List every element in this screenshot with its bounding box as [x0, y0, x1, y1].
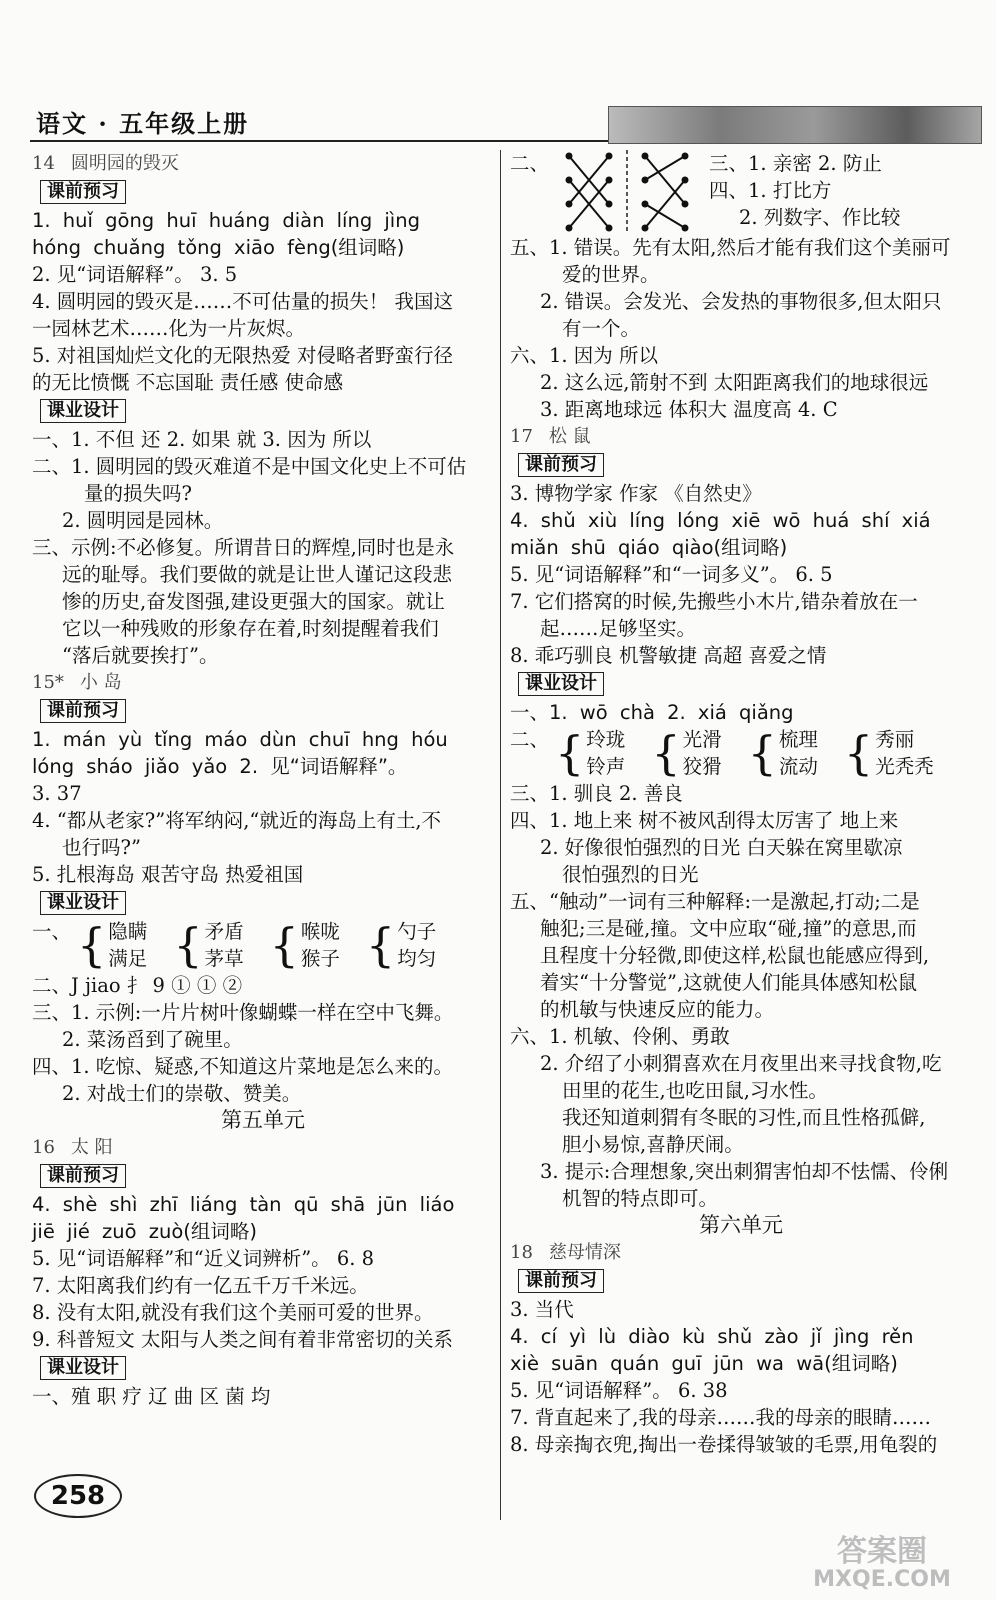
answer-line: 5. 对祖国灿烂文化的无限热爱 对侵略者野蛮行径: [32, 344, 454, 367]
brace-pair: { 梳理 流动: [747, 726, 818, 780]
answer-line: 4. “都从老家?”将军纳闷,“就近的海岛上有土,不: [32, 809, 442, 832]
answer-line: 三、1. 驯良 2. 善良: [510, 782, 683, 805]
answer-line: 9. 科普短文 太阳与人类之间有着非常密切的关系: [32, 1328, 454, 1351]
watermark-logo: 答案圈 MXQE.COM: [813, 1534, 951, 1592]
answer-line: 3. 博物学家 作家 《自然史》: [510, 482, 762, 505]
lesson-title: 16 太 阳: [32, 1137, 113, 1158]
answer-line: 也行吗?”: [62, 836, 141, 859]
answer-line: 的机敏与快速反应的能力。: [540, 998, 775, 1021]
answer-line: 5. 见“词语解释”和“一词多义”。 6. 5: [510, 563, 833, 586]
answer-line: jiē jié zuō zuò(组词略): [32, 1220, 258, 1243]
answer-line: 3. 当代: [510, 1298, 574, 1321]
answer-line: 机智的特点即可。: [562, 1187, 719, 1210]
answer-line: 五、“触动”一词有三种解释:一是激起,打动;二是: [510, 890, 920, 913]
answer-line: 5. 见“词语解释”。 6. 38: [510, 1379, 728, 1402]
section-tag: 课业设计: [518, 672, 604, 696]
answer-line: 2. 菜汤舀到了碗里。: [62, 1028, 243, 1051]
answer-line: 我还知道刺猬有冬眠的习性,而且性格孤僻,: [562, 1106, 926, 1129]
answer-line: 三、1. 示例:一片片树叶像蝴蝶一样在空中飞舞。: [32, 1001, 454, 1024]
answer-line: 2. 列数字、作比较: [739, 206, 901, 229]
answer-line: 5. 扎根海岛 艰苦守岛 热爱祖国: [32, 863, 304, 886]
answer-line: 一、殖 职 疗 辽 曲 区 菌 均: [32, 1385, 271, 1408]
answer-line: 4. cí yì lù diào kù shǔ zào jǐ jìng rěn: [510, 1325, 914, 1348]
answer-line: 2. 好像很怕强烈的日光 白天躲在窝里歇凉: [540, 836, 903, 859]
answer-line: 2. 错误。会发光、会发热的事物很多,但太阳只: [540, 290, 942, 313]
brace-group-row: 一、 { 隐瞒 满足 { 矛盾 茅草 { 喉咙 猴子 { 勺子 均匀: [32, 918, 437, 972]
answer-line: 1. huǐ gōng huī huáng diàn líng jìng: [32, 209, 420, 232]
answer-line: 2. 介绍了小刺猬喜欢在月夜里出来寻找食物,吃: [540, 1052, 942, 1075]
brace-pair: { 秀丽 光秃秃: [843, 726, 934, 780]
answer-line: 起……足够坚实。: [540, 617, 697, 640]
answer-line: 有一个。: [562, 317, 641, 340]
answer-line: 很怕强烈的日光: [562, 863, 699, 886]
answer-line: 2. 对战士们的崇敬、赞美。: [62, 1082, 302, 1105]
answer-line: 一、1. 不但 还 2. 如果 就 3. 因为 所以: [32, 428, 372, 451]
header-rule: [30, 140, 630, 142]
answer-line: 胆小易惊,喜静厌闹。: [562, 1133, 744, 1156]
answer-line: 四、1. 吃惊、疑惑,不知道这片菜地是怎么来的。: [32, 1055, 454, 1078]
answer-line: 4. shè shì zhī liáng tàn qū shā jūn liáo: [32, 1193, 455, 1216]
answer-line: 3. 37: [32, 782, 82, 805]
unit-heading: 第六单元: [699, 1213, 783, 1237]
section-tag: 课业设计: [40, 1356, 126, 1380]
answer-line: 7. 它们搭窝的时候,先搬些小木片,错杂着放在一: [510, 590, 918, 613]
answer-line: 8. 母亲掏衣兜,掏出一卷揉得皱皱的毛票,用龟裂的: [510, 1433, 938, 1456]
header-banner-image: [608, 106, 982, 144]
answer-line: 8. 乖巧驯良 机警敏捷 高超 喜爱之情: [510, 644, 827, 667]
section-tag: 课业设计: [40, 399, 126, 423]
answer-line: 8. 没有太阳,就没有我们这个美丽可爱的世界。: [32, 1301, 434, 1324]
matching-lines-diagram: [557, 150, 697, 234]
unit-heading: 第五单元: [221, 1108, 305, 1132]
answer-line: 7. 背直起来了,我的母亲……我的母亲的眼睛……: [510, 1406, 932, 1429]
lesson-title: 14 圆明园的毁灭: [32, 153, 179, 174]
answer-line: 3. 距离地球远 体积大 温度高 4. C: [540, 398, 838, 421]
answer-line: 一园林艺术……化为一片灰烬。: [32, 317, 306, 340]
answer-line: 六、1. 因为 所以: [510, 344, 659, 367]
answer-line: 六、1. 机敏、伶俐、勇敢: [510, 1025, 730, 1048]
answer-line: 5. 见“词语解释”和“近义词辨析”。 6. 8: [32, 1247, 375, 1270]
page-header: [30, 96, 980, 146]
section-tag: 课业设计: [40, 891, 126, 915]
answer-line: 二、J jiao 扌 9 ① ① ②: [32, 974, 243, 997]
lesson-title: 17 松 鼠: [510, 426, 591, 447]
answer-line: 一、1. wō chà 2. xiá qiǎng: [510, 701, 794, 724]
answer-line: 且程度十分轻微,即使这样,松鼠也能感应得到,: [540, 944, 930, 967]
answer-line: 1. mán yù tǐng máo dùn chuī hng hóu: [32, 728, 448, 751]
answer-line: 三、1. 亲密 2. 防止: [709, 152, 882, 175]
section-tag: 课前预习: [40, 180, 126, 204]
left-column: [32, 150, 494, 1410]
lesson-title: 15* 小 岛: [32, 672, 122, 693]
answer-line: “落后就要挨打”。: [62, 644, 219, 667]
column-divider: [500, 150, 501, 1520]
brace-pair: { 光滑 狡猾: [651, 726, 722, 780]
answer-line: xiè suān quán guī jūn wa wā(组词略): [510, 1352, 898, 1375]
brace-pair: { 喉咙 猴子: [269, 918, 340, 972]
answer-line: hóng chuǎng tǒng xiāo fèng(组词略): [32, 236, 405, 259]
page-number: 258: [34, 1474, 122, 1518]
lesson-title: 18 慈母情深: [510, 1242, 621, 1263]
answer-line: lóng sháo jiǎo yǎo 2. 见“词语解释”。: [32, 755, 408, 778]
answer-line: miǎn shū qiáo qiào(组词略): [510, 536, 788, 559]
answer-line: 的无比愤慨 不忘国耻 责任感 使命感: [32, 371, 344, 394]
section-tag: 课前预习: [518, 1269, 604, 1293]
answer-line: 7. 太阳离我们约有一亿五千万千米远。: [32, 1274, 369, 1297]
matching-exercise: 二、 三、1. 亲密 2. 防止 四、1. 打比方 2. 列数字、作比较: [510, 150, 972, 234]
answer-line: 五、1. 错误。先有太阳,然后才能有我们这个美丽可: [510, 236, 951, 259]
answer-line: 四、1. 地上来 树不被风刮得太厉害了 地上来: [510, 809, 899, 832]
answer-line: 触犯;三是碰,撞。文中应取“碰,撞”的意思,而: [540, 917, 917, 940]
brace-pair: { 勺子 均匀: [365, 918, 437, 972]
brace-pair: { 玲珑 铃声: [555, 726, 626, 780]
section-tag: 课前预习: [40, 699, 126, 723]
book-title: 语文 · 五年级上册: [36, 109, 250, 138]
answer-line: 量的损失吗?: [84, 482, 192, 505]
answer-line: 2. 见“词语解释”。 3. 5: [32, 263, 238, 286]
section-tag: 课前预习: [40, 1164, 126, 1188]
answer-line: 3. 提示:合理想象,突出刺猬害怕却不怯懦、伶俐: [540, 1160, 949, 1183]
answer-line: 2. 这么远,箭射不到 太阳距离我们的地球很远: [540, 371, 929, 394]
section-tag: 课前预习: [518, 453, 604, 477]
answer-line: 二、1. 圆明园的毁灭难道不是中国文化史上不可估: [32, 455, 467, 478]
right-column: [510, 150, 972, 1458]
answer-line: 4. shǔ xiù líng lóng xiē wō huá shí xiá: [510, 509, 931, 532]
answer-line: 2. 圆明园是园林。: [62, 509, 224, 532]
brace-group-row: 二、 { 玲珑 铃声 { 光滑 狡猾 { 梳理 流动 { 秀丽 光秃秃: [510, 726, 934, 780]
answer-line: 田里的花生,也吃田鼠,习水性。: [562, 1079, 828, 1102]
answer-line: 4. 圆明园的毁灭是……不可估量的损失！ 我国这: [32, 290, 454, 313]
brace-pair: { 隐瞒 满足: [77, 918, 148, 972]
answer-line: 四、1. 打比方: [709, 179, 832, 202]
answer-line: 远的耻辱。我们要做的就是让世人谨记这段悲: [62, 563, 453, 586]
answer-line: 着实“十分警觉”,这就使人们能具体感知松鼠: [540, 971, 918, 994]
brace-pair: { 矛盾 茅草: [173, 918, 244, 972]
answer-line: 惨的历史,奋发图强,建设更强大的国家。就让: [62, 590, 445, 613]
answer-line: 爱的世界。: [562, 263, 660, 286]
answer-line: 三、示例:不必修复。所谓昔日的辉煌,同时也是永: [32, 536, 455, 559]
answer-line: 它以一种残败的形象存在着,时刻提醒着我们: [62, 617, 439, 640]
